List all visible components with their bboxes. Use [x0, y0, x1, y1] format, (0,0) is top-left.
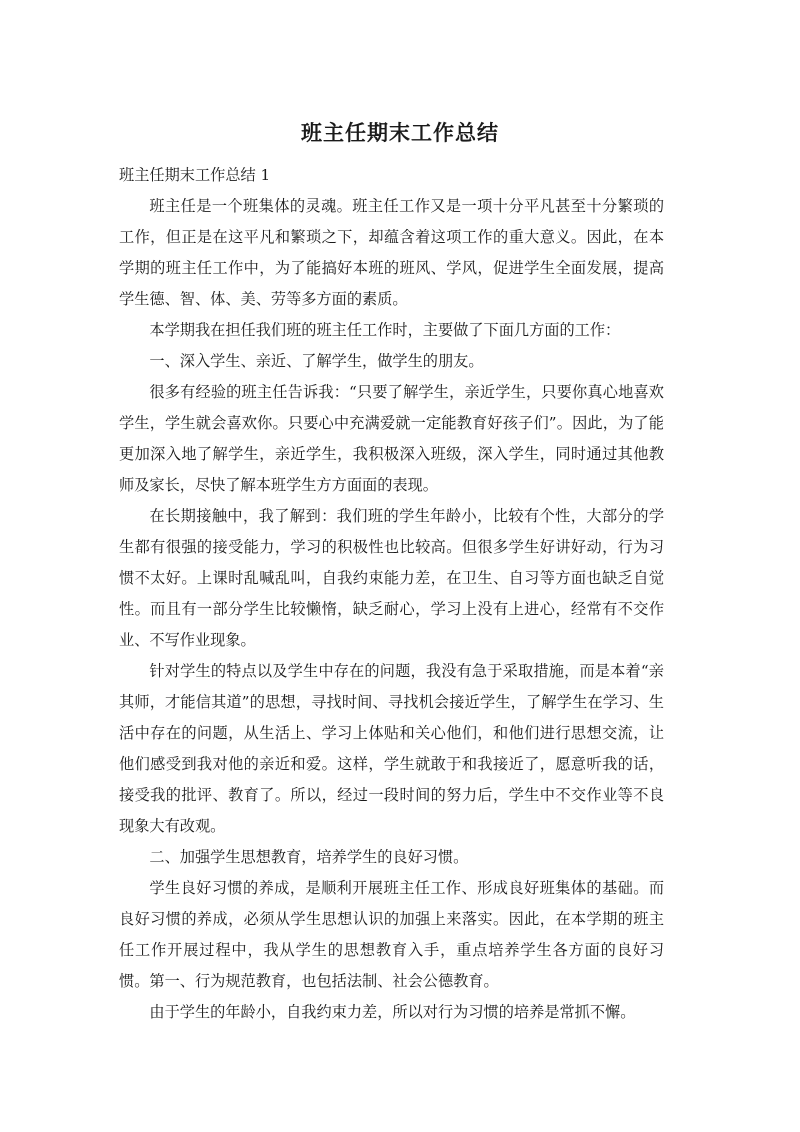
paragraph-overview: 本学期我在担任我们班的班主任工作时，主要做了下面几方面的工作：	[149, 321, 621, 339]
paragraph-observations: 在长期接触中，我了解到：我们班的学生年龄小，比较有个性，大部分的学生都有很强的接受能力，学习的积极性也比较高。但很多学生好讲好动，行为习惯不太好。上课时乱喊乱叫，自我约束能力差，在卫生、自习等方面也缺乏自觉性。而且有一部分学生比较懒惰，缺乏耐心，学习上没有上进心，经常有不交作业、不写作业现象。	[119, 507, 664, 649]
paragraph-intro: 班主任是一个班集体的灵魂。班主任工作又是一项十分平凡甚至十分繁琐的工作，但正是在这平凡和繁琐之下，却蕴含着这项工作的重大意义。因此，在本学期的班主任工作中，为了能搞好本班的班风、学风，促进学生全面发展，提高学生德、智、体、美、劳等多方面的素质。	[119, 197, 664, 308]
document-body	[119, 160, 664, 1028]
section-heading-2: 二、加强学生思想教育，培养学生的良好习惯。	[149, 848, 469, 866]
paragraph-advice: 很多有经验的班主任告诉我：“只要了解学生，亲近学生，只要你真心地喜欢学生，学生就会喜欢你。只要心中充满爱就一定能教育好孩子们”。因此，为了能更加深入地了解学生，亲近学生，我积极深入班级，深入学生，同时通过其他教师及家长，尽快了解本班学生方方面面的表现。	[119, 383, 664, 494]
document-title: 班主任期末工作总结	[301, 121, 499, 145]
section-subtitle: 班主任期末工作总结 1	[119, 166, 271, 184]
section-heading-1: 一、深入学生、亲近、了解学生，做学生的朋友。	[149, 352, 484, 370]
paragraph-approach: 针对学生的特点以及学生中存在的问题，我没有急于采取措施，而是本着“亲其师，才能信其道”的思想，寻找时间、寻找机会接近学生，了解学生在学习、生活中存在的问题，从生活上、学习上体贴和关心他们，和他们进行思想交流，让他们感受到我对他的亲近和爱。这样，学生就敢于和我接近了，愿意听我的话，接受我的批评、教育了。所以，经过一段时间的努力后，学生中不交作业等不良现象大有改观。	[119, 662, 664, 835]
paragraph-habits: 学生良好习惯的养成，是顺利开展班主任工作、形成良好班集体的基础。而良好习惯的养成，必须从学生思想认识的加强上来落实。因此，在本学期的班主任工作开展过程中，我从学生的思想教育入手，重点培养学生各方面的良好习惯。第一、行为规范教育，也包括法制、社会公德教育。	[119, 879, 664, 990]
paragraph-age: 由于学生的年龄小，自我约束力差，所以对行为习惯的培养是常抓不懈。	[149, 1003, 636, 1021]
